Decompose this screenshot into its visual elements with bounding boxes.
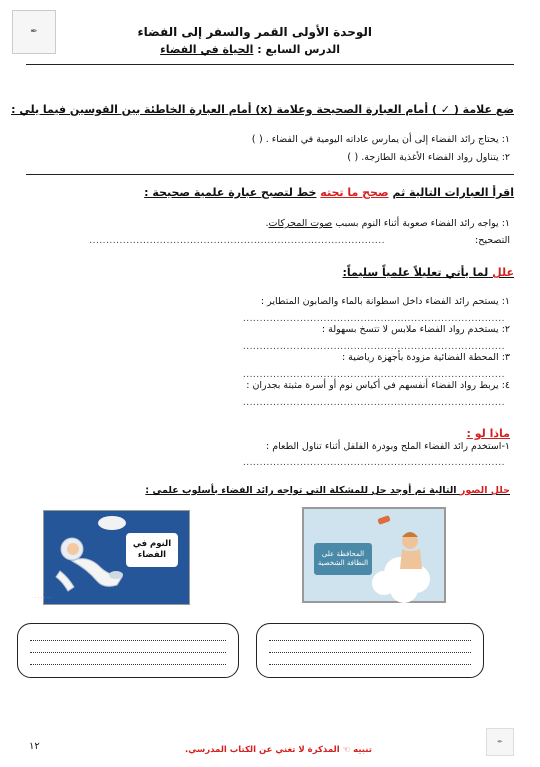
answer-line <box>269 652 471 653</box>
section5-title-rest: التالية ثم أوجد حل للمشكلة التي تواجه رائد الفضاء بأسلوب علمي : <box>145 485 457 496</box>
header-divider <box>26 64 514 65</box>
lesson-name: الحياة في الفضاء <box>160 43 254 56</box>
reason-item-1-text: يستحم رائد الفضاء داخل اسطوانة بالماء والصابون المتطاير : <box>260 296 499 307</box>
section5-title <box>145 485 510 496</box>
reason-item-1 <box>261 296 510 307</box>
reason-item-1-num: ١: <box>501 296 510 307</box>
section2-title-start: اقرأ العبارات التالية ثم <box>392 186 514 199</box>
soap-icon <box>377 515 390 525</box>
tf-item-1 <box>252 134 510 145</box>
reason-answer-line-2[interactable]: .............................................................................. <box>242 342 505 352</box>
answer-line <box>269 664 471 665</box>
correct-item-1: ١: يواجه رائد الفضاء صعوبة أثناء النوم بسبب صوت المحركات. <box>265 218 510 229</box>
whatif-item-1-text: استخدم رائد الفضاء الملح وبودرة الفلفل أثناء تناول الطعام : <box>265 441 502 452</box>
reason-answer-line-1[interactable]: .............................................................................. <box>242 314 505 324</box>
lesson-title <box>160 43 340 56</box>
image-personal-hygiene <box>302 507 446 603</box>
reason-answer-line-4[interactable]: .............................................................................. <box>242 398 505 408</box>
answer-box-left[interactable] <box>17 623 239 678</box>
whatif-item-1 <box>266 441 510 452</box>
reason-item-2 <box>322 324 510 335</box>
logo-bottom: ✒ <box>486 728 514 756</box>
reason-item-2-num: ٢: <box>501 324 510 335</box>
section1-title: ضع علامة ( ✓ ) أمام العبارة الصحيحة وعلامة (x) أمام العبارة الخاطئة بين القوسين فيما يلي : <box>11 103 514 116</box>
page-number: ١٢ <box>29 741 40 752</box>
svg-text:· · · · · · ·: · · · · · · · <box>31 595 52 601</box>
answer-line <box>30 640 226 641</box>
answer-line <box>30 664 226 665</box>
section3-title-red: علل <box>492 266 514 279</box>
reason-answer-line-3[interactable]: .............................................................................. <box>242 370 505 380</box>
tf-item-1-text: يحتاج رائد الفضاء إلى أن يمارس عاداته اليومية في الفضاء . <box>265 134 499 145</box>
image-sleeping-in-space <box>31 510 190 605</box>
tf-item-1-answer[interactable]: ( ) <box>251 134 263 145</box>
answer-line <box>30 652 226 653</box>
reason-item-3 <box>342 352 510 363</box>
reason-item-2-text: يستخدم رواد الفضاء ملابس لا تتسخ بسهولة : <box>321 324 499 335</box>
whatif-answer-line[interactable]: .............................................................................. <box>242 458 505 468</box>
pillow-icon <box>98 516 126 530</box>
reason-item-4-text: يربط رواد الفضاء أنفسهم في أكياس نوم أو أسرة مثبتة بجدران : <box>246 380 499 391</box>
reason-item-3-text: المحطة الفضائية مزودة بأجهزة رياضية : <box>341 352 499 363</box>
whatif-item-1-num: ١- <box>501 441 510 452</box>
image-label-hygiene: المحافظة على النظافة الشخصية <box>314 543 372 575</box>
correct-item-1-text: يواجه رائد الفضاء صعوبة أثناء النوم بسبب <box>335 218 499 229</box>
tf-item-2-num: ٢: <box>501 152 510 163</box>
correct-item-1-underlined: صوت المحركات <box>268 218 333 229</box>
section1-divider <box>26 174 514 175</box>
logo-top: ✒ <box>12 10 56 54</box>
reason-item-3-num: ٣: <box>501 352 510 363</box>
tf-item-2-text: يتناول رواد الفضاء الأغذية الطازجة. <box>361 152 499 163</box>
answer-line <box>269 640 471 641</box>
correct-item-1-num: ١: <box>501 218 510 229</box>
section3-title <box>342 266 514 279</box>
section4-title: ماذا لو : <box>466 427 510 440</box>
section5-title-red: حلل الصور <box>459 485 510 496</box>
tf-item-1-num: ١: <box>501 134 510 145</box>
section2-title <box>144 186 514 199</box>
tf-item-2-answer[interactable]: ( ) <box>347 152 359 163</box>
section3-title-rest: لما يأتي تعليلاً علمياً سليماً: <box>342 266 489 279</box>
lesson-prefix: الدرس السابع : <box>257 43 340 56</box>
correction-answer-line[interactable]: ........................................................................................ <box>89 236 385 246</box>
astronaut-face-icon <box>67 543 79 555</box>
image-label-sleep: النوم في الفضاء <box>126 533 178 567</box>
reason-item-4 <box>246 380 510 391</box>
unit-title: الوحدة الأولى القمر والسفر إلى الفضاء <box>137 25 372 39</box>
tf-item-2 <box>347 152 510 163</box>
reason-item-4-num: ٤: <box>501 380 510 391</box>
footer-note: تنبيه ☜ المذكرة لا تغني عن الكتاب المدرسي. <box>185 745 372 755</box>
section2-title-red: صحح ما تحته <box>320 186 389 199</box>
answer-box-right[interactable] <box>256 623 484 678</box>
section2-title-end: خط لتصبح عبارة علمية صحيحة : <box>144 186 317 199</box>
correction-label: التصحيح: <box>475 235 510 246</box>
